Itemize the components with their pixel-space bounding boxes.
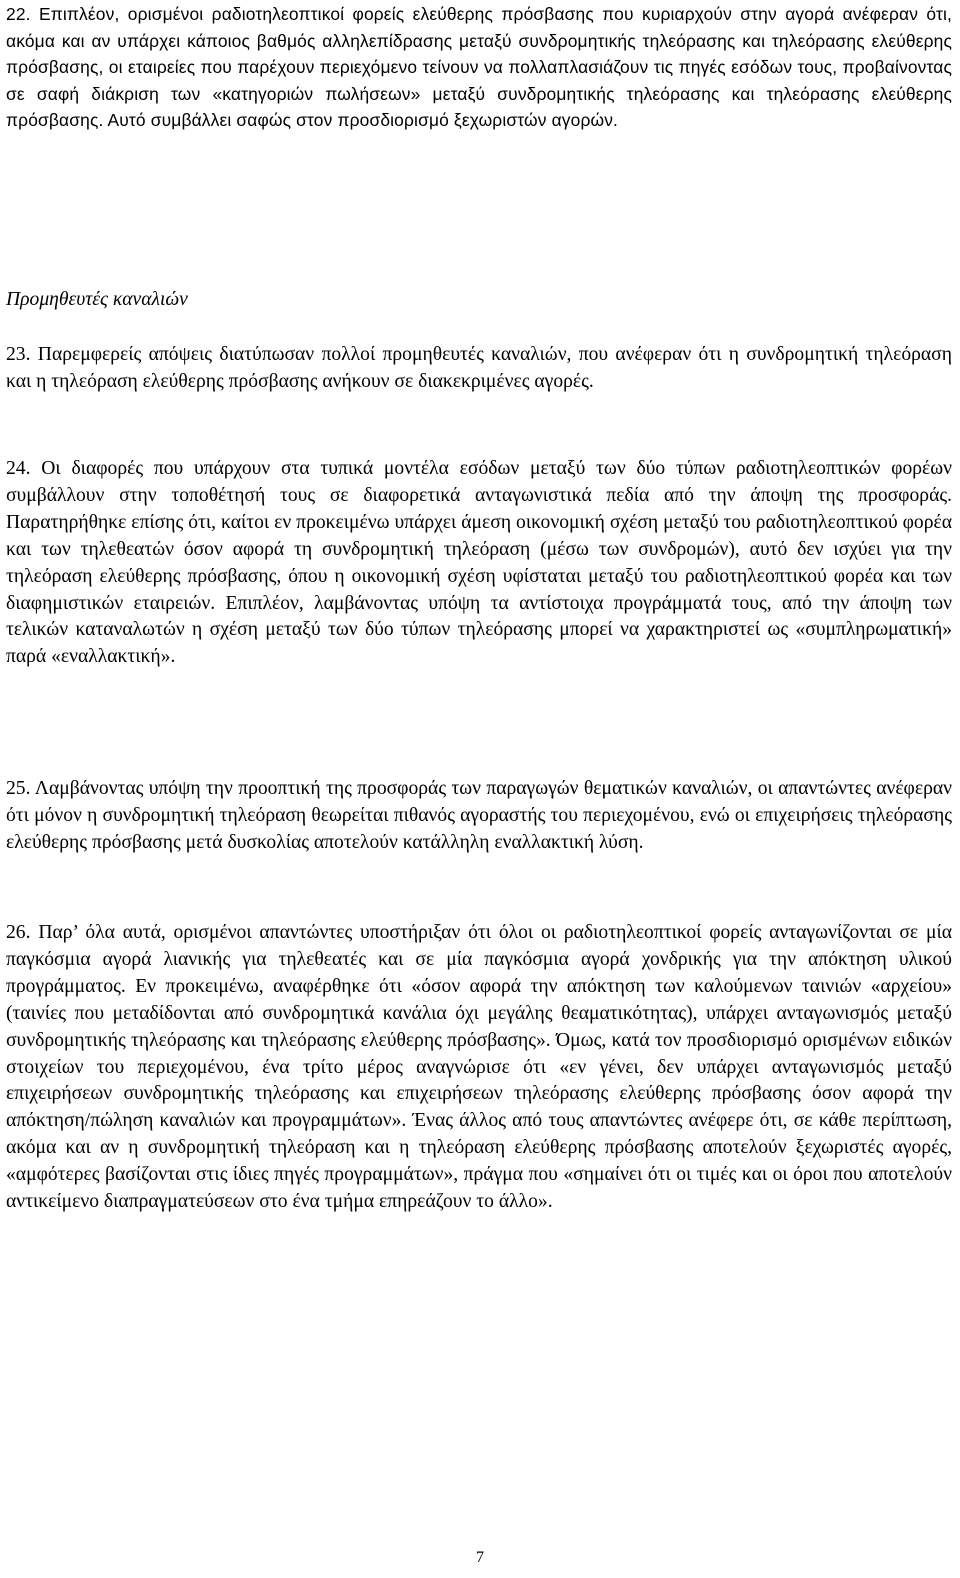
section-heading: Προμηθευτές καναλιών: [6, 289, 188, 310]
paragraph-25: [6, 776, 952, 857]
paragraph-number: 24.: [6, 458, 31, 479]
paragraph-23: [6, 342, 952, 396]
paragraph-22: [6, 1, 952, 134]
paragraph-number: 22.: [6, 4, 31, 24]
paragraph-number: 26.: [6, 922, 31, 943]
paragraph-26: [6, 920, 952, 1216]
paragraph-text: Οι διαφορές που υπάρχουν στα τυπικά μοντέλα εσόδων μεταξύ των δύο τύπων ραδιοτηλεοπτικών φορέων συμβάλλουν στην τοποθέτησή τους σε διαφορετικά ανταγωνιστικά πεδία από την άποψη της προσφοράς. Παρατηρήθηκε επίσης ότι, καίτοι εν προκειμένω υπάρχει άμεση οικονομική σχέση μεταξύ του ραδιοτηλεοπτικού φορέα και των τηλεθεατών όσον αφορά τη συνδρομητική τηλεόραση (μέσω των συνδρομών), αυτό δεν ισχύει για την τηλεόραση ελεύθερης πρόσβασης, όπου η οικονομική σχέση υφίσταται μεταξύ του ραδιοτηλεοπτικού φορέα και των διαφημιστικών εταιρειών. Επιπλέον, λαμβάνοντας υπόψη τα αντίστοιχα προγράμματά τους, από την άποψη των τελικών καταναλωτών η σχέση μεταξύ των δύο τύπων τηλεόρασης μπορεί να χαρακτηριστεί ως «συμπληρωματική» παρά «εναλλακτική».: [6, 458, 952, 668]
paragraph-text: Επιπλέον, ορισμένοι ραδιοτηλεοπτικοί φορείς ελεύθερης πρόσβασης που κυριαρχούν στην αγορά ανέφεραν ότι, ακόμα και αν υπάρχει κάποιος βαθμός αλληλεπίδρασης μεταξύ συνδρομητικής τηλεόρασης και τηλεόρασης ελεύθερης πρόσβασης, οι εταιρείες που παρέχουν περιεχόμενο τείνουν να πολλαπλασιάζουν τις πηγές εσόδων τους, προβαίνοντας σε σαφή διάκριση των «κατηγοριών πωλήσεων» μεταξύ συνδρομητικής τηλεόρασης και τηλεόρασης ελεύθερης πρόσβασης. Αυτό συμβάλλει σαφώς στον προσδιορισμό ξεχωριστών αγορών.: [6, 4, 952, 131]
paragraph-text: Παρ’ όλα αυτά, ορισμένοι απαντώντες υποστήριξαν ότι όλοι οι ραδιοτηλεοπτικοί φορείς ανταγωνίζονται σε μία παγκόσμια αγορά λιανικής για τηλεθεατές και σε μία παγκόσμια αγορά χονδρικής για την απόκτηση υλικού προγράμματος. Εν προκειμένω, αναφέρθηκε ότι «όσον αφορά την απόκτηση των καλούμενων ταινιών «αρχείου» (ταινίες που μεταδίδονται από συνδρομητικά κανάλια όχι μεγάλης θεαματικότητας), υπάρχει ανταγωνισμός μεταξύ συνδρομητικής τηλεόρασης και τηλεόρασης ελεύθερης πρόσβασης». Όμως, κατά τον προσδιορισμό ορισμένων ειδικών στοιχείων του περιεχομένου, ένα τρίτο μέρος αναγνώρισε ότι «εν γένει, δεν υπάρχει ανταγωνισμός μεταξύ επιχειρήσεων συνδρομητικής τηλεόρασης και επιχειρήσεων τηλεόρασης ελεύθερης πρόσβασης όσον αφορά την απόκτηση/πώληση καναλιών και προγραμμάτων». Ένας άλλος από τους απαντώντες ανέφερε ότι, σε κάθε περίπτωση, ακόμα και αν η συνδρομητική τηλεόραση και η τηλεόραση ελεύθερης πρόσβασης αποτελούν ξεχωριστές αγορές, «αμφότερες βασίζονται στις ίδιες πηγές προγραμμάτων», πράγμα που «σημαίνει ότι οι τιμές και οι όροι που αποτελούν αντικείμενο διαπραγματεύσεων στο ένα τμήμα επηρεάζουν το άλλο».: [6, 922, 952, 1213]
paragraph-number: 23.: [6, 344, 31, 365]
paragraph-text: Λαμβάνοντας υπόψη την προοπτική της προσφοράς των παραγωγών θεματικών καναλιών, οι απαντώντες ανέφεραν ότι μόνον η συνδρομητική τηλεόραση θεωρείται πιθανός αγοραστής του περιεχομένου, ενώ οι επιχειρήσεις τηλεόρασης ελεύθερης πρόσβασης μετά δυσκολίας αποτελούν κατάλληλη εναλλακτική λύση.: [6, 778, 952, 853]
page-number: 7: [476, 1549, 484, 1566]
paragraph-24: [6, 456, 952, 671]
paragraph-number: 25.: [6, 778, 31, 799]
paragraph-text: Παρεμφερείς απόψεις διατύπωσαν πολλοί προμηθευτές καναλιών, που ανέφεραν ότι η συνδρομητική τηλεόραση και η τηλεόραση ελεύθερης πρόσβασης ανήκουν σε διακεκριμένες αγορές.: [6, 344, 952, 392]
